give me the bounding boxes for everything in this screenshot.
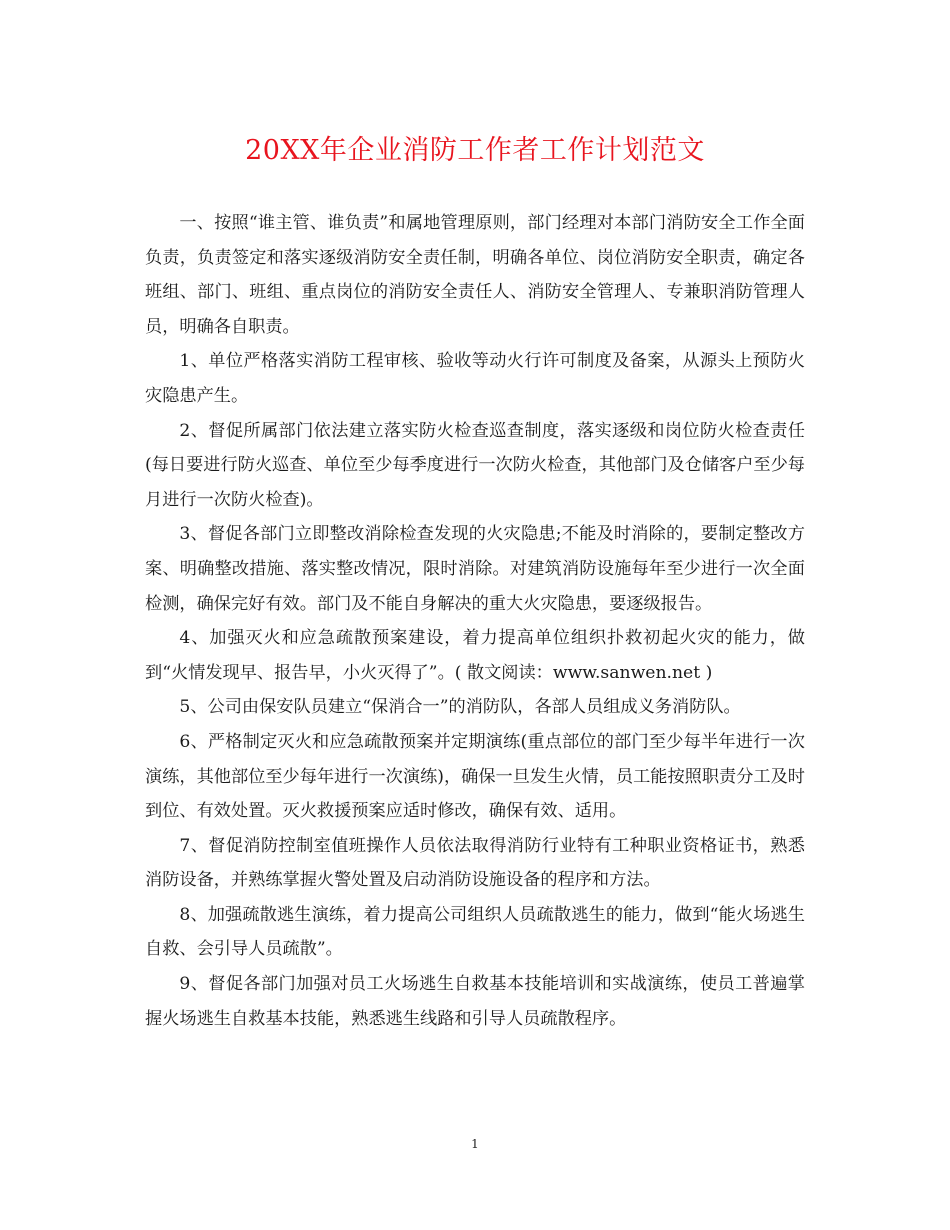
paragraph-item-4: 4、加强灭火和应急疏散预案建设，着力提高单位组织扑救初起火灾的能力，做到“火情发现早、报告早，小火灭得了”。( 散文阅读：www.sanwen.net ) <box>145 628 805 683</box>
paragraph-principle: 一、按照“谁主管、谁负责”和属地管理原则，部门经理对本部门消防安全工作全面负责，负责签定和落实逐级消防安全责任制，明确各单位、岗位消防安全职责，确定各班组、部门、班组、重点岗位的消防安全责任人、消防安全管理人、专兼职消防管理人员，明确各自职责。 <box>145 213 805 337</box>
paragraph-item-8: 8、加强疏散逃生演练，着力提高公司组织人员疏散逃生的能力，做到“能火场逃生自救、会引导人员疏散”。 <box>145 904 805 960</box>
page-number: 1 <box>471 1137 479 1151</box>
paragraph-item-2: 2、督促所属部门依法建立落实防火检查巡查制度，落实逐级和岗位防火检查责任(每日要进行防火巡查、单位至少每季度进行一次防火检查，其他部门及仓储客户至少每月进行一次防火检查)。 <box>145 420 805 510</box>
paragraph-item-7: 7、督促消防控制室值班操作人员依法取得消防行业特有工种职业资格证书，熟悉消防设备，并熟练掌握火警处置及启动消防设施设备的程序和方法。 <box>145 835 805 891</box>
document-body <box>145 206 805 1036</box>
paragraph-item-6: 6、严格制定灭火和应急疏散预案并定期演练(重点部位的部门至少每半年进行一次演练，其他部位至少每年进行一次演练)，确保一旦发生火情，员工能按照职责分工及时到位、有效处置。灭火救援预案应适时修改，确保有效、适用。 <box>145 731 805 822</box>
document-title: 20XX年企业消防工作者工作计划范文 <box>245 135 705 166</box>
paragraph-item-1: 1、单位严格落实消防工程审核、验收等动火行许可制度及备案，从源头上预防火灾隐患产生。 <box>145 351 805 406</box>
paragraph-item-9: 9、督促各部门加强对员工火场逃生自救基本技能培训和实战演练，使员工普遍掌握火场逃生自救基本技能，熟悉逃生线路和引导人员疏散程序。 <box>145 974 805 1029</box>
paragraph-item-3: 3、督促各部门立即整改消除检查发现的火灾隐患;不能及时消除的，要制定整改方案、明确整改措施、落实整改情况，限时消除。对建筑消防设施每年至少进行一次全面检测，确保完好有效。部门及不能自身解决的重大火灾隐患，要逐级报告。 <box>145 524 805 614</box>
paragraph-item-5: 5、公司由保安队员建立“保消合一”的消防队，各部人员组成义务消防队。 <box>179 697 741 718</box>
